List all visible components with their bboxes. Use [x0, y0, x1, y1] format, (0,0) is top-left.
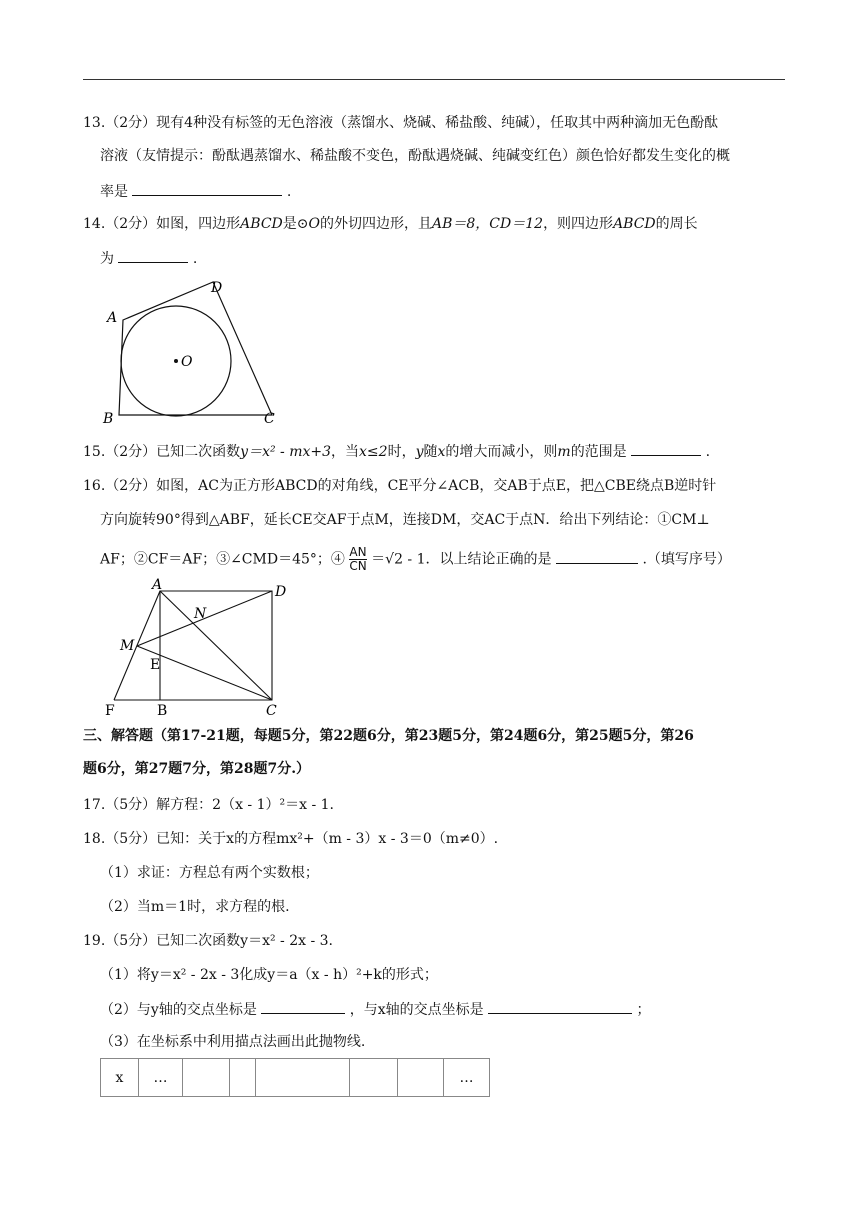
label-n: N — [194, 606, 207, 622]
q14-figure — [100, 278, 290, 426]
q19-p2-a: （2）与y轴的交点坐标是 — [100, 1002, 257, 1018]
q18-part2: （2）当m＝1时，求方程的根. — [100, 899, 290, 915]
q13-answer-blank[interactable] — [132, 181, 282, 196]
table-cell[interactable] — [398, 1059, 444, 1097]
table-cell[interactable] — [230, 1059, 256, 1097]
q13-line3 — [100, 181, 291, 202]
q16-text-a: AF；②CF＝AF；③∠CMD＝45°；④ — [100, 551, 345, 568]
q14-cond: AB＝8，CD＝12 — [432, 216, 544, 232]
label-d: D — [275, 584, 287, 600]
q19-x-intercept-blank[interactable] — [488, 999, 632, 1014]
q16-line3 — [100, 546, 731, 573]
table-cell: … — [444, 1059, 490, 1097]
q14-text-e: 的周长 — [655, 216, 698, 232]
q16-frac-den: CN — [349, 559, 367, 573]
q16-text-c: .（填写序号） — [642, 551, 731, 568]
q15-mid: ，当 — [331, 444, 360, 460]
q16-line1: 16.（2分）如图，AC为正方形ABCD的对角线，CE平分∠ACB，交AB于点E，把△CBE绕点B逆时针 — [83, 478, 717, 494]
q16-line2: 方向旋转90°得到△ABF，延长CE交AF于点M，连接DM，交AC于点N．给出下列结论：①CM⊥ — [100, 512, 710, 528]
section3-line2: 题6分，第27题7分，第28题7分.） — [83, 761, 311, 777]
q14-line2 — [100, 248, 197, 269]
q15-prefix: 15.（2分）已知二次函数 — [83, 444, 241, 460]
table-cell-x: x — [101, 1059, 139, 1097]
q15-mid4: 的增大而减小，则 — [445, 444, 558, 460]
table-cell: … — [139, 1059, 183, 1097]
label-b: B — [103, 411, 114, 426]
q14-text-c: 的外切四边形，且 — [320, 216, 432, 232]
q13-line2: 溶液（友情提示：酚酞遇蒸馏水、稀盐酸不变色，酚酞遇烧碱、纯碱变红色）颜色恰好都发生变化的概 — [100, 148, 730, 164]
q16-figure — [100, 578, 300, 718]
table-row — [101, 1059, 490, 1097]
q13-line1: 13.（2分）现有4种没有标签的无色溶液（蒸馏水、烧碱、稀盐酸、纯碱），任取其中两种滴加无色酚酞 — [83, 115, 719, 131]
q15-suffix: 的范围是 — [570, 444, 627, 460]
q14-prefix: 为 — [100, 251, 114, 267]
label-a: A — [107, 310, 118, 326]
q15-cond: x≤2 — [359, 444, 388, 460]
header-rule — [83, 79, 785, 80]
table-cell[interactable] — [183, 1059, 230, 1097]
q19-part1: （1）将y＝x² - 2x - 3化成y＝a（x - h）²+k的形式； — [100, 967, 438, 983]
section3-line1: 三、解答题（第17-21题，每题5分，第22题6分，第23题5分，第24题6分，第25题5分，第26 — [83, 728, 694, 744]
q15-mid2: 时， — [387, 444, 416, 460]
q18-stem: 18.（5分）已知：关于x的方程mx²+（m - 3）x - 3＝0（m≠0）. — [83, 831, 499, 847]
q15-line — [83, 441, 710, 462]
q14-abcd: ABCD — [240, 216, 283, 232]
label-b: B — [157, 703, 168, 718]
q13-prefix: 率是 — [100, 184, 128, 200]
q14-text-b: 是⊙ — [282, 216, 309, 232]
q15-y: y — [415, 444, 424, 460]
q16-fraction — [349, 546, 366, 573]
q14-text-a: 14.（2分）如图，四边形 — [83, 216, 241, 232]
label-a: A — [152, 578, 163, 593]
q19-part2 — [100, 999, 651, 1020]
label-m: M — [120, 638, 135, 654]
q19-y-intercept-blank[interactable] — [261, 999, 345, 1014]
q19-value-table — [100, 1058, 490, 1097]
table-cell[interactable] — [350, 1059, 398, 1097]
label-c: C — [266, 703, 277, 718]
q14-o: O — [308, 216, 320, 232]
label-e: E — [150, 657, 161, 673]
label-o: O — [181, 354, 193, 370]
q13-suffix: . — [286, 184, 292, 200]
q18-part1: （1）求证：方程总有两个实数根； — [100, 865, 319, 881]
q15-func: y＝x² - mx+3 — [240, 444, 332, 460]
q15-m: m — [557, 444, 571, 460]
q15-answer-blank[interactable] — [631, 441, 701, 456]
q14-abcd-2: ABCD — [613, 216, 656, 232]
label-f: F — [105, 703, 115, 718]
q15-end: . — [705, 444, 711, 460]
q14-suffix: . — [192, 251, 198, 267]
q19-part3: （3）在坐标系中利用描点法画出此抛物线. — [100, 1034, 366, 1050]
q14-answer-blank[interactable] — [118, 248, 188, 263]
q15-x: x — [437, 444, 446, 460]
q17-line: 17.（5分）解方程：2（x - 1）²＝x - 1. — [83, 797, 335, 813]
q19-stem: 19.（5分）已知二次函数y＝x² - 2x - 3. — [83, 933, 334, 949]
q16-answer-blank[interactable] — [556, 549, 638, 564]
q19-p2-b: ，与x轴的交点坐标是 — [349, 1002, 484, 1018]
label-c: C — [264, 411, 275, 426]
q14-line1 — [83, 214, 698, 234]
table-cell[interactable] — [256, 1059, 350, 1097]
q16-frac-num: AN — [349, 545, 367, 559]
label-d: D — [211, 280, 223, 296]
q15-mid3: 随 — [423, 444, 438, 460]
q16-text-b: ＝√2 - 1．以上结论正确的是 — [371, 551, 552, 568]
q14-text-d: ，则四边形 — [543, 216, 614, 232]
q19-p2-c: ； — [636, 1002, 651, 1018]
